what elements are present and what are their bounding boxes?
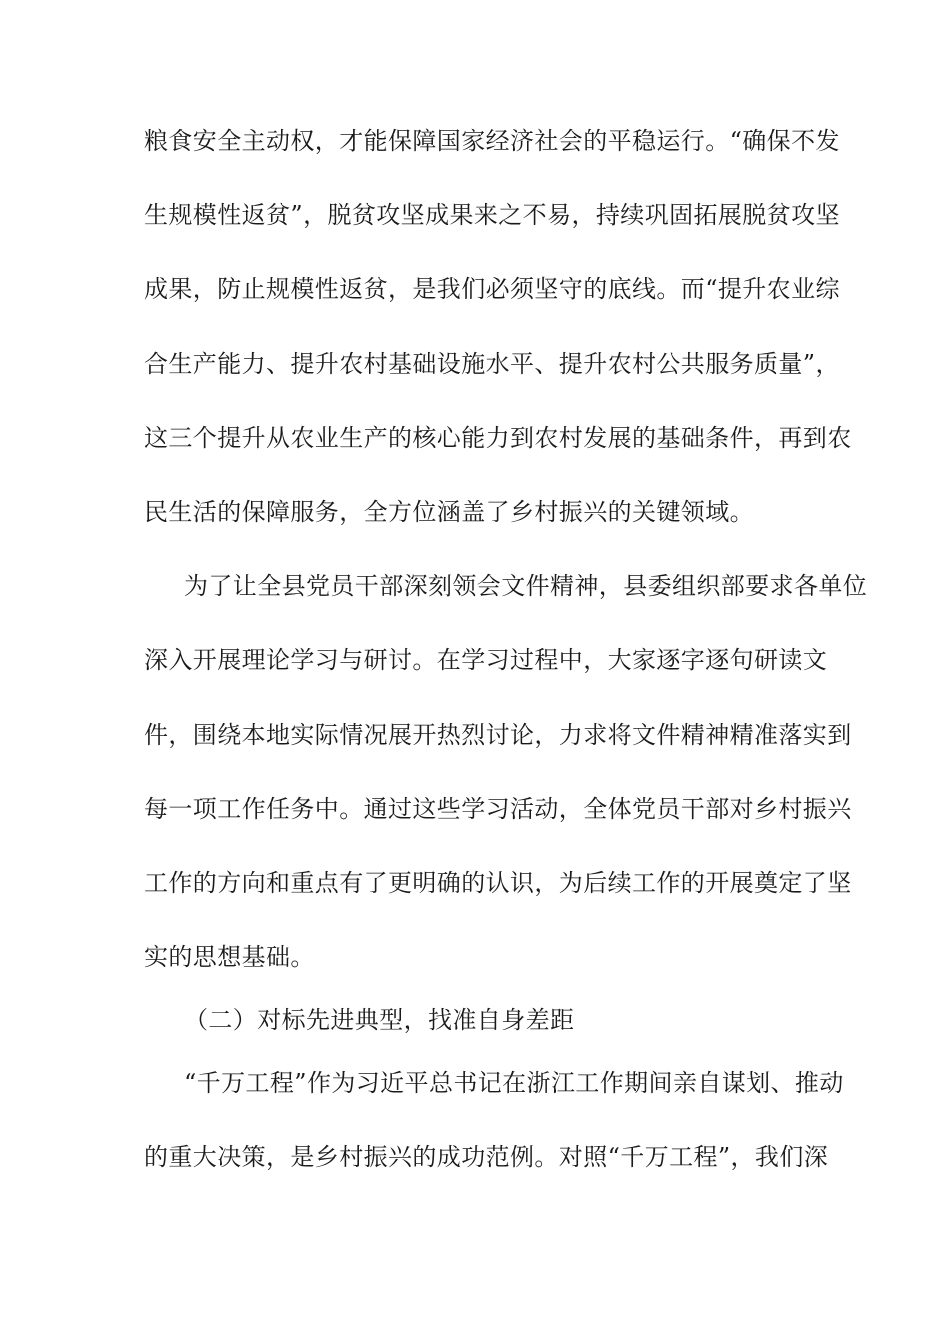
paragraph-line: “千万工程”作为习近平总书记在浙江工作期间亲自谋划、推动	[184, 1069, 844, 1098]
paragraph-line: 生规模性返贫”，脱贫攻坚成果来之不易，持续巩固拓展脱贫攻坚	[144, 201, 840, 230]
paragraph-line: 的重大决策，是乡村振兴的成功范例。对照“千万工程”，我们深	[144, 1143, 829, 1172]
paragraph-line: 为了让全县党员干部深刻领会文件精神，县委组织部要求各单位	[184, 572, 868, 601]
document-body	[144, 117, 868, 1207]
section-heading: （二）对标先进典型，找准自身差距	[184, 1006, 575, 1035]
paragraph-line: 实的思想基础。	[144, 943, 315, 972]
paragraph-line: 每一项工作任务中。通过这些学习活动，全体党员干部对乡村振兴	[144, 794, 852, 823]
paragraph-line: 深入开展理论学习与研讨。在学习过程中，大家逐字逐句研读文	[144, 646, 828, 675]
paragraph-line: 民生活的保障服务，全方位涵盖了乡村振兴的关键领域。	[144, 497, 754, 526]
paragraph-line: 工作的方向和重点有了更明确的认识，为后续工作的开展奠定了坚	[144, 868, 852, 897]
paragraph-line: 成果，防止规模性返贫，是我们必须坚守的底线。而“提升农业综	[144, 275, 840, 304]
paragraph-line: 合生产能力、提升农村基础设施水平、提升农村公共服务质量”，	[144, 349, 840, 378]
paragraph-line: 粮食安全主动权，才能保障国家经济社会的平稳运行。“确保不发	[144, 127, 840, 155]
paragraph-line: 件，围绕本地实际情况展开热烈讨论，力求将文件精神精准落实到	[144, 720, 852, 749]
paragraph-line: 这三个提升从农业生产的核心能力到农村发展的基础条件，再到农	[144, 423, 852, 452]
